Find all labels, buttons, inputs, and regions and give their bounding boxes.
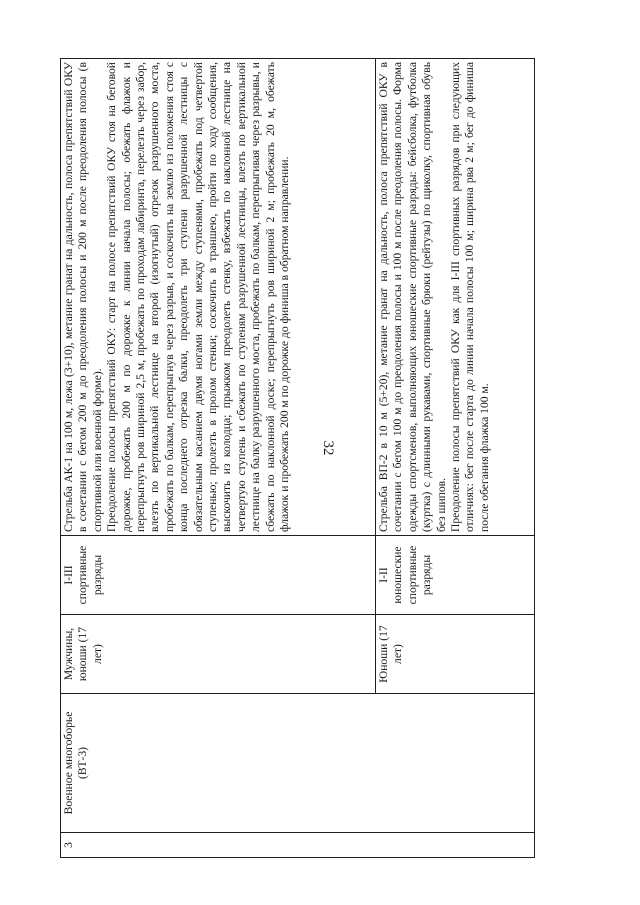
description-paragraph: Стрельба ВП-2 в 10 м (5+20), метание гранат на дальность, полоса препятствий ОКУ в сочетании с бегом 100 м до преодоления полосы и 100 м после преодоления полосы. Форма одежды спортсменов, выполняющих юношеские спортивные разряды: бейсболка, футболка (куртка) с длинными рукавами, спортивные брюки (рейтузы) по щиколку, спортивная обувь без шипов. xyxy=(377,62,448,532)
participants-cell: Мужчины, юноши (17 лет) xyxy=(61,615,376,694)
participants-cell: Юноши (17 лет) xyxy=(376,615,535,694)
rank-cell: I-III спортивные разряды xyxy=(61,536,376,615)
description-paragraph: Преодоление полосы препятствий ОКУ как для I-III спортивных разрядов при следующих отличиях: бег после старта до линии начала полосы 100 м; ширина рва 2 м; бег до финиша после обегания флажка 100 м. xyxy=(449,62,491,532)
sports-ranks-table xyxy=(60,58,535,858)
sport-type-cell: Военное многоборье (ВТ-3) xyxy=(61,694,535,833)
row-number-cell: 3 xyxy=(61,833,535,858)
description-paragraph: Стрельба АК-1 на 100 м, лежа (3+10), метание гранат на дальность, полоса препятствий ОКУ в сочетании с бегом 200 м до преодоления полосы и 200 м после преодоления полосы (в спортивной или военной форме). xyxy=(62,62,104,532)
description-cell xyxy=(61,59,376,536)
rank-cell: I-II юношеские спортивные разряды xyxy=(376,536,535,615)
table-row xyxy=(61,59,376,858)
page-number: 32 xyxy=(320,440,336,456)
rotated-table-block xyxy=(60,58,535,858)
description-cell xyxy=(376,59,535,536)
description-paragraph: Преодоление полосы препятствий ОКУ: старт на полосе препятствий ОКУ стоя на беговой дорожке, пробежать 200 м по дорожке к линии начала полосы; обежать флажок и перепрыгнуть ров шириной 2,5 м, пробежать по проходам лабиринта, перелезть через забор, влезть по вертикальной лестнице на второй (изогнутый) отрезок разрушенного моста, пробежать по балкам, перепрыгнув через разрыв, и соскочить на землю из положения стоя с конца последнего отрезка балки, преодолеть три ступени разрушенной лестницы с обязательным касанием двумя ногами земли между ступенями, пробежать под четвертой ступенью; пролезть в пролом стенки; соскочить в траншею, пройти по ходу сообщения, выскочить из колодца; прыжком преодолеть стенку, взбежать по наклонной лестнице на четвертую ступень и сбежать по ступеням разрушенной лестницы, влезть по вертикальной лестнице на балку разрушенного моста, пробежать по балкам, перепрыгивая через разрывы, и сбежать по наклонной доске; перепрыгнуть ров шириной 2 м; пробежать 20 м, обежать флажок и пробежать 200 м по дорожке до финиша в обратном направлении. xyxy=(105,62,292,532)
